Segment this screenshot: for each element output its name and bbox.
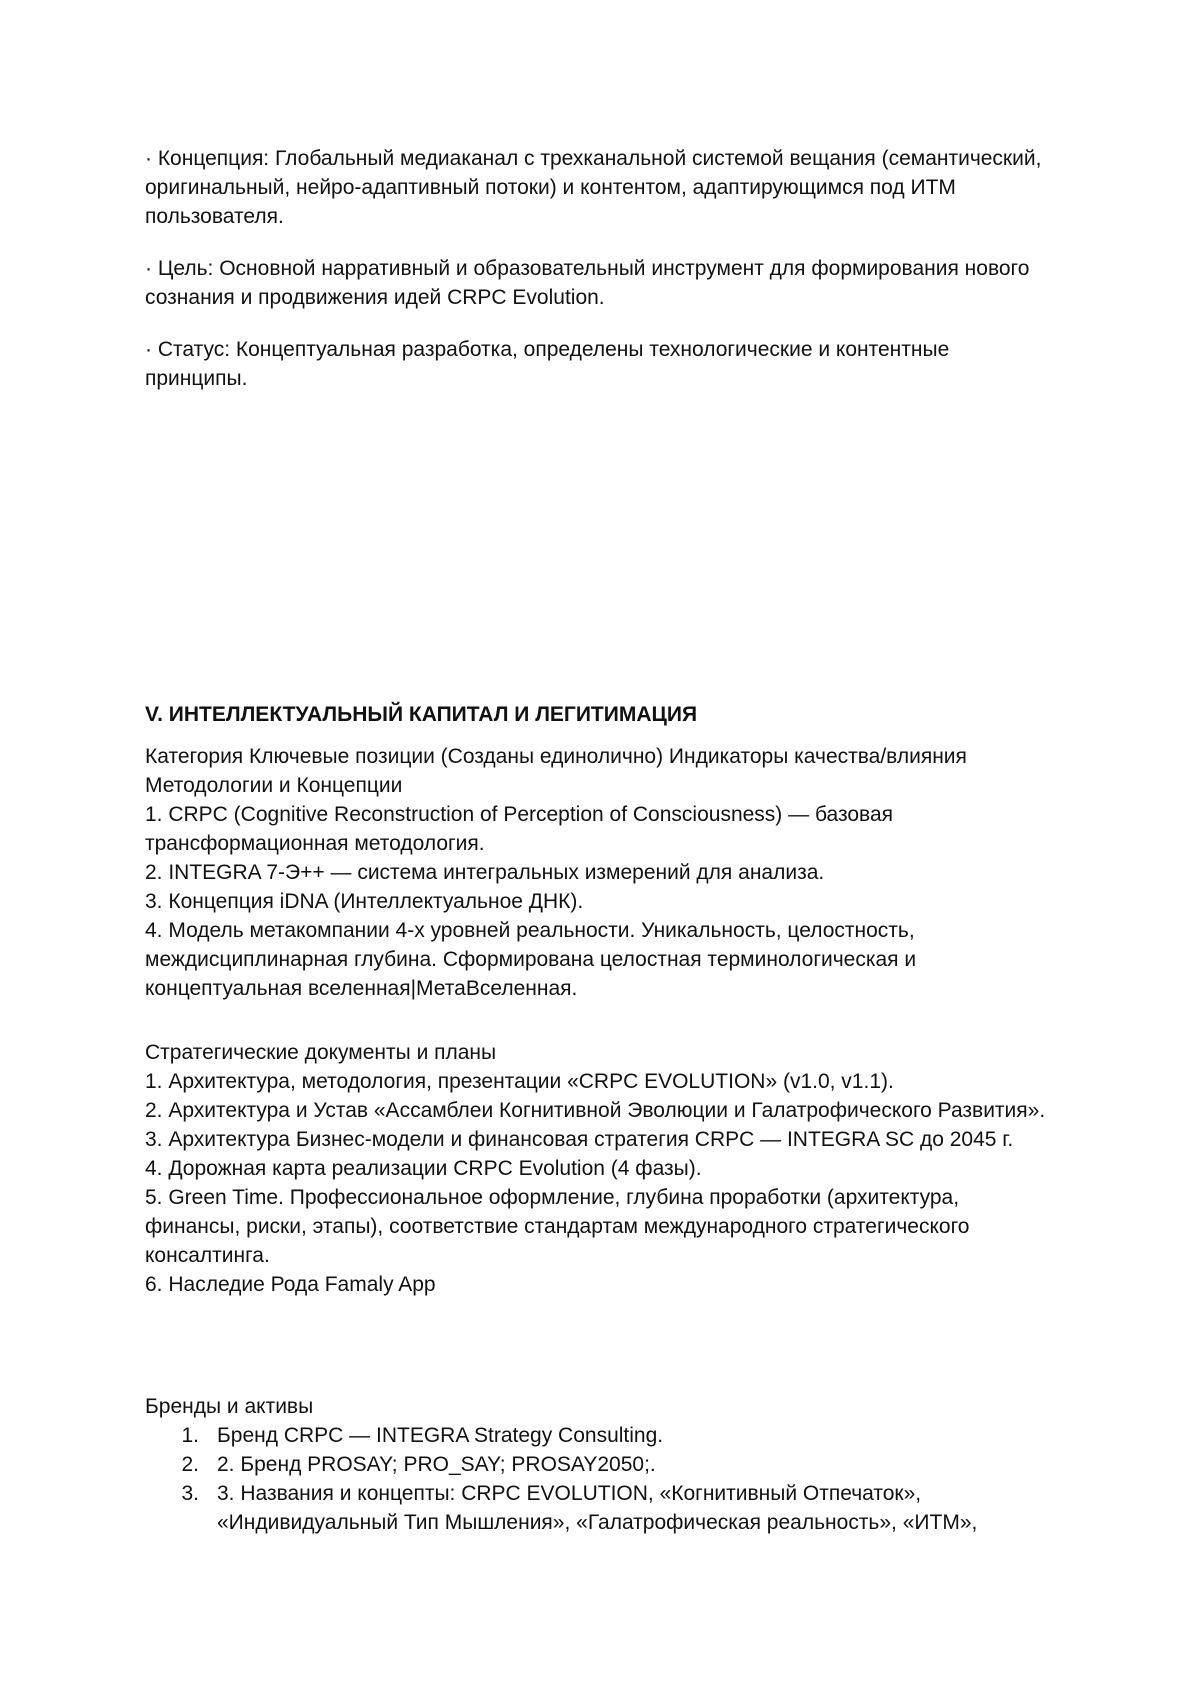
list-item <box>145 1421 1050 1450</box>
concept-paragraph: · Концепция: Глобальный медиаканал с трехканальной системой вещания (семантический, оригинальный, нейро-адаптивный потоки) и контентом, адаптирующимся под ИТМ пользователя. <box>145 147 1042 228</box>
strategy-section <box>145 1038 1050 1299</box>
methodology-item: 4. Модель метакомпании 4-х уровней реальности. Уникальность, целостность, междисциплинарная глубина. Сформирована целостная терминологическая и концептуальная вселенная|МетаВселенная. <box>145 919 917 1000</box>
strategy-item: 4. Дорожная карта реализации CRPC Evolution (4 фазы). <box>145 1157 702 1180</box>
methodology-item: 2. INTEGRA 7-Э++ — система интегральных измерений для анализа. <box>145 861 825 884</box>
brands-header: Бренды и активы <box>145 1395 314 1418</box>
strategy-item: 6. Наследие Рода Famaly App <box>145 1273 436 1296</box>
methodology-item: 1. CRPC (Cognitive Reconstruction of Perception of Consciousness) — базовая трансформационная методология. <box>145 803 893 855</box>
goal-paragraph: · Цель: Основной нарративный и образовательный инструмент для формирования нового сознания и продвижения идей CRPC Evolution. <box>145 257 1030 309</box>
list-text: 2. Бренд PROSAY; PRO_SAY; PROSAY2050;. <box>217 1453 656 1476</box>
methodology-item: 3. Концепция iDNA (Интеллектуальное ДНК). <box>145 890 584 913</box>
methodologies-section <box>145 742 1050 1003</box>
brands-list <box>145 1421 1050 1537</box>
list-item <box>145 1450 1050 1479</box>
strategy-item: 2. Архитектура и Устав «Ассамблеи Когнитивной Эволюции и Галатрофического Развития». <box>145 1099 1046 1122</box>
list-item <box>145 1479 1050 1537</box>
methodologies-header: Категория Ключевые позиции (Созданы единолично) Индикаторы качества/влияния Методологии и Концепции <box>145 745 967 797</box>
strategy-item: 3. Архитектура Бизнес-модели и финансовая стратегия CRPC — INTEGRA SC до 2045 г. <box>145 1128 1014 1151</box>
section-heading: V. ИНТЕЛЛЕКТУАЛЬНЫЙ КАПИТАЛ И ЛЕГИТИМАЦИЯ <box>145 703 698 727</box>
list-number: 1. <box>181 1424 199 1447</box>
list-number: 2. <box>181 1453 199 1476</box>
status-paragraph: · Статус: Концептуальная разработка, определены технологические и контентные принципы. <box>145 338 950 390</box>
strategy-item: 1. Архитектура, методология, презентации «CRPC EVOLUTION» (v1.0, v1.1). <box>145 1070 894 1093</box>
strategy-header: Стратегические документы и планы <box>145 1041 497 1064</box>
list-text: 3. Названия и концепты: CRPC EVOLUTION, «Когнитивный Отпечаток», «Индивидуальный Тип Мышления», «Галатрофическая реальность», «ИТМ», <box>217 1482 978 1534</box>
list-number: 3. <box>181 1482 199 1505</box>
strategy-item: 5. Green Time. Профессиональное оформление, глубина проработки (архитектура, финансы, риски, этапы), соответствие стандартам международного стратегического консалтинга. <box>145 1186 970 1267</box>
concept-block <box>145 144 1050 416</box>
brands-section <box>145 1392 1050 1537</box>
list-text: Бренд CRPC — INTEGRA Strategy Consulting. <box>217 1424 664 1447</box>
